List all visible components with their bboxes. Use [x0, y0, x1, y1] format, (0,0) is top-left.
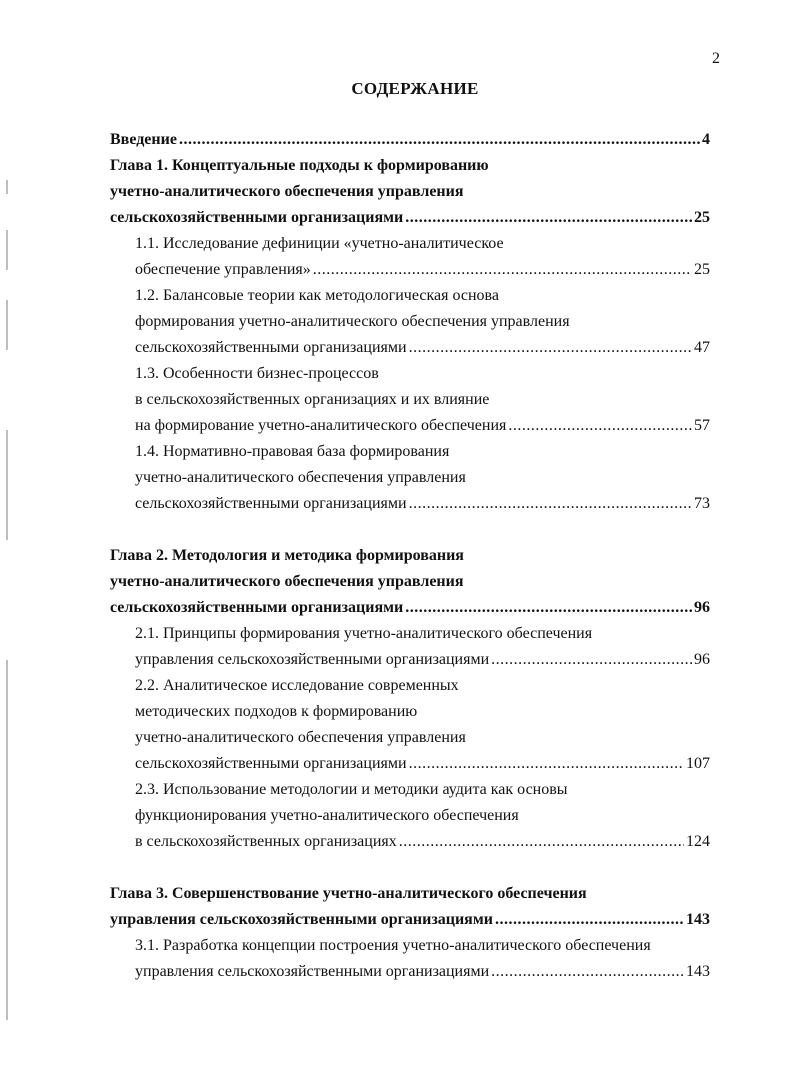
- toc-section-2-2-line[interactable]: методических подходов к формированию: [135, 703, 418, 720]
- toc-page-number: 47: [694, 339, 710, 356]
- spacer: [110, 517, 710, 543]
- toc-section-2-1-line[interactable]: 2.1. Принципы формирования учетно-аналитического обеспечения: [135, 625, 593, 642]
- toc-chapter-2-line[interactable]: учетно-аналитического обеспечения управления: [110, 573, 464, 590]
- toc-section-1-2-line[interactable]: формирования учетно-аналитического обеспечения управления: [135, 313, 570, 330]
- toc-section-2-3-last[interactable]: в сельскохозяйственных организациях ..... 124: [110, 829, 710, 855]
- toc-page-number: 143: [686, 963, 710, 980]
- toc-entry-label: Введение: [110, 131, 177, 148]
- toc-section-1-4-last[interactable]: сельскохозяйственными организациями ..... 73: [110, 491, 710, 517]
- toc-leader: [179, 127, 700, 153]
- toc-page-number: 25: [694, 209, 710, 226]
- scan-artifact: [6, 660, 8, 1020]
- toc-section-1-3-last[interactable]: на формирование учетно-аналитического обеспечения ..... 57: [110, 413, 710, 439]
- toc-section-1-3-line[interactable]: в сельскохозяйственных организациях и их влияние: [135, 391, 490, 408]
- toc-page-number: 96: [694, 651, 710, 668]
- toc-leader: [409, 335, 692, 361]
- toc-chapter-3-line[interactable]: Глава 3. Совершенствование учетно-аналитического обеспечения: [110, 885, 587, 902]
- toc-section-1-3-line[interactable]: 1.3. Особенности бизнес-процессов: [135, 365, 379, 382]
- toc-leader: [399, 829, 684, 855]
- toc-section-2-2-last[interactable]: сельскохозяйственными организациями ..... 107: [110, 751, 710, 777]
- toc-leader: [405, 595, 692, 621]
- toc-section-2-3-line[interactable]: 2.3. Использование методологии и методики аудита как основы: [135, 781, 568, 798]
- toc-leader: [405, 205, 692, 231]
- toc-page-number: 96: [694, 599, 710, 616]
- toc-section-1-2-line[interactable]: 1.2. Балансовые теории как методологическая основа: [135, 287, 499, 304]
- scan-artifact: [6, 180, 8, 194]
- toc-page-number: 57: [694, 417, 710, 434]
- toc-chapter-1-line[interactable]: учетно-аналитического обеспечения управления: [110, 183, 464, 200]
- table-of-contents: [110, 127, 710, 985]
- toc-leader: [313, 257, 692, 283]
- page-title: СОДЕРЖАНИЕ: [351, 79, 479, 98]
- toc-page-number: 124: [686, 833, 710, 850]
- toc-section-1-1-last[interactable]: обеспечение управления» ..... 25: [110, 257, 710, 283]
- toc-section-3-1-line[interactable]: 3.1. Разработка концепции построения учетно-аналитического обеспечения: [135, 937, 651, 954]
- toc-leader: [495, 907, 684, 933]
- toc-section-2-3-line[interactable]: функционирования учетно-аналитического обеспечения: [135, 807, 519, 824]
- toc-page-number: 25: [694, 261, 710, 278]
- scan-artifact: [6, 230, 8, 270]
- toc-chapter-1-line[interactable]: Глава 1. Концептуальные подходы к формированию: [110, 157, 489, 174]
- toc-entry-intro[interactable]: [110, 127, 710, 153]
- toc-section-2-1-last[interactable]: управления сельскохозяйственными организациями ..... 96: [110, 647, 710, 673]
- scan-artifact: [6, 430, 8, 540]
- scan-artifact: [6, 300, 8, 350]
- page-number: 2: [712, 50, 720, 67]
- toc-chapter-1-last[interactable]: сельскохозяйственными организациями ..... 25: [110, 205, 710, 231]
- toc-section-2-2-line[interactable]: учетно-аналитического обеспечения управления: [135, 729, 466, 746]
- toc-section-2-2-line[interactable]: 2.2. Аналитическое исследование современных: [135, 677, 459, 694]
- toc-chapter-2-line[interactable]: Глава 2. Методология и методика формирования: [110, 547, 464, 564]
- toc-chapter-2-last[interactable]: сельскохозяйственными организациями ..... 96: [110, 595, 710, 621]
- toc-leader: [409, 751, 684, 777]
- toc-section-3-1-last[interactable]: управления сельскохозяйственными организациями ..... 143: [110, 959, 710, 985]
- spacer: [110, 855, 710, 881]
- toc-page-number: 143: [686, 911, 710, 928]
- toc-section-1-2-last[interactable]: сельскохозяйственными организациями ..... 47: [110, 335, 710, 361]
- toc-page-number: 4: [702, 131, 710, 148]
- toc-page-number: 107: [686, 755, 710, 772]
- toc-leader: [508, 413, 692, 439]
- toc-page-number: 73: [694, 495, 710, 512]
- toc-section-1-4-line[interactable]: учетно-аналитического обеспечения управления: [135, 469, 466, 486]
- toc-leader: [409, 491, 692, 517]
- toc-section-1-4-line[interactable]: 1.4. Нормативно-правовая база формирования: [135, 443, 450, 460]
- toc-section-1-1-line[interactable]: 1.1. Исследование дефиниции «учетно-аналитическое: [135, 235, 504, 252]
- toc-leader: [491, 959, 684, 985]
- toc-chapter-3-last[interactable]: управления сельскохозяйственными организациями ..... 143: [110, 907, 710, 933]
- toc-leader: [491, 647, 692, 673]
